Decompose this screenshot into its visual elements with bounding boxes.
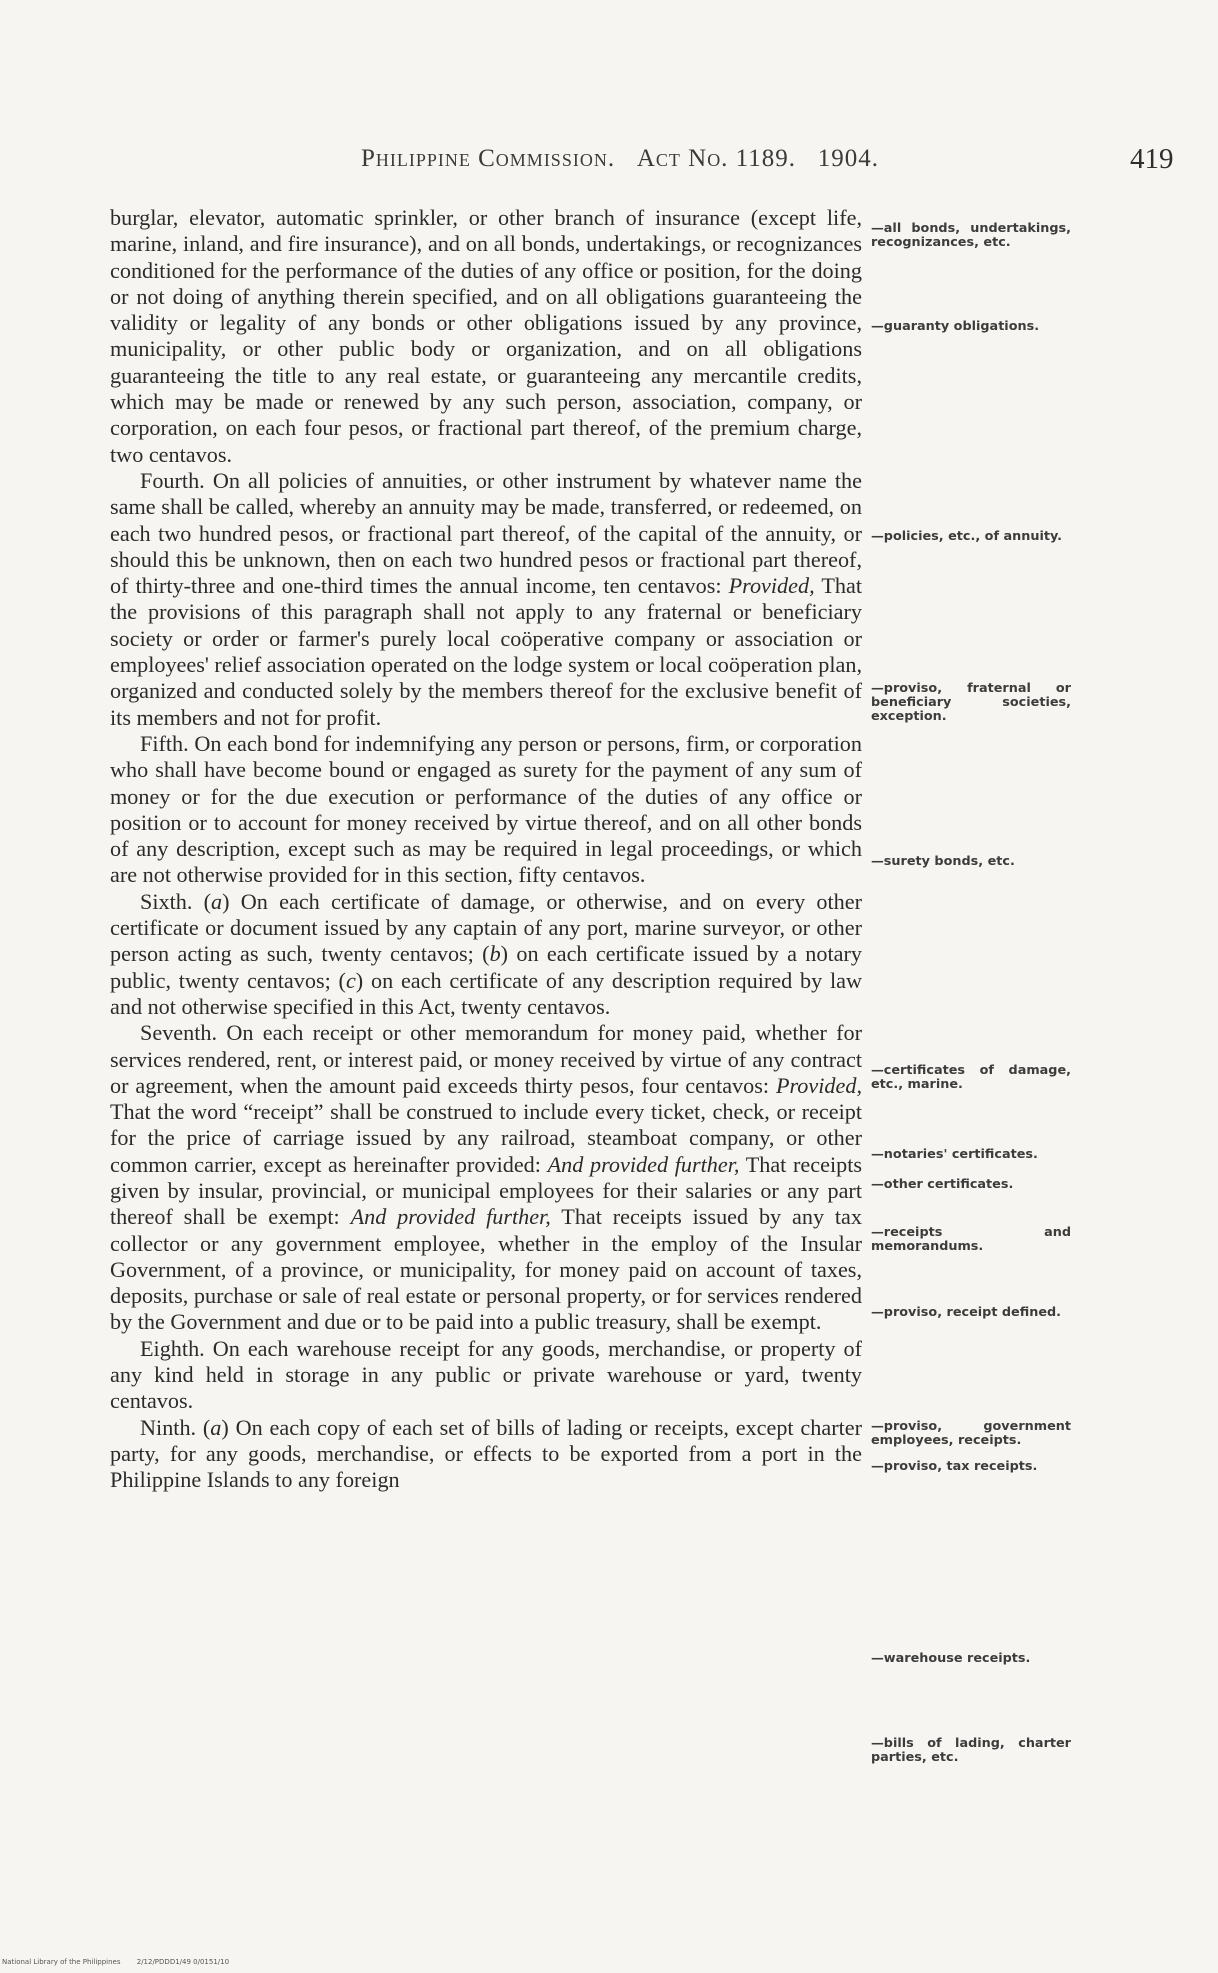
paragraph-text: That the word “receipt” shall be construed to include every ticket, check, or receipt for the price of carriage issued by any railroad, steamboat company, or other common carrier, except as hereinafter provided: xyxy=(110,1099,862,1177)
paragraph-text: Fifth. On each bond for indemnifying any person or persons, firm, or corporation who shall have become bound or engaged as surety for the payment of any sum of money or for the due execution or performance of the duties of any office or position or to account for money received by virtue thereof, and on all other bonds of any description, except such as may be required in legal proceedings, or which are not otherwise provided for in this section, fifty centavos. xyxy=(110,730,862,888)
margin-note-fraternal-proviso: —proviso, fraternal or beneficiary societies, exception. xyxy=(871,681,1071,724)
header-year: 1904. xyxy=(817,145,880,172)
italic-term: a xyxy=(211,888,223,914)
footer-source: National Library of the Philippines xyxy=(2,1958,121,1966)
paragraph-text: ) on each certificate of any description required by law and not otherwise specified in this Act, twenty centavos. xyxy=(110,967,862,1019)
margin-note-surety: —surety bonds, etc. xyxy=(871,854,1015,869)
paragraph-fourth xyxy=(110,468,862,731)
paragraph-text: Ninth. ( xyxy=(140,1414,211,1440)
italic-term: And provided further, xyxy=(547,1151,740,1177)
paragraph-text: burglar, elevator, automatic sprinkler, or other branch of insurance (except life, marine, inland, and fire insurance), and on all bonds, undertakings, or recognizances conditioned for the performance of the duties of any office or position, for the doing or not doing of anything therein specified, and on all obligations guaranteeing the validity or legality of any bonds or other obligations issued by any province, municipality, or other public body or organization, and on all obligations guaranteeing the title to any real estate, or guaranteeing any mercantile credits, which may be made or renewed by any such person, association, company, or corporation, on each four pesos, or fractional part thereof, of the premium charge, two centavos. xyxy=(110,205,862,467)
margin-note-guaranty: —guaranty obligations. xyxy=(871,319,1040,334)
margin-note-government-employees: —proviso, government employees, receipts. xyxy=(871,1419,1071,1448)
paragraph-text: Sixth. ( xyxy=(140,888,212,914)
paragraph-fifth xyxy=(110,731,862,889)
italic-term: a xyxy=(210,1414,222,1440)
margin-note-bonds: —all bonds, undertakings, recognizances, etc. xyxy=(871,221,1071,250)
paragraph-seventh xyxy=(110,1020,862,1336)
margin-note-receipts: —receipts and memorandums. xyxy=(871,1225,1071,1254)
margin-note-warehouse: —warehouse receipts. xyxy=(871,1651,1031,1666)
header-title-act: Act No. 1189. xyxy=(636,145,797,172)
paragraph-text: Fourth. On all policies of annuities, or other instrument by whatever name the same shall be called, whereby an annuity may be made, transferred, or redeemed, on each two hundred pesos, or fractional part thereof, of the capital of the annuity, or should this be unknown, then on each two hundred pesos or fractional part thereof, of thirty-three and one-third times the annual income, ten centavos: xyxy=(110,467,862,599)
paragraph-text: Seventh. On each receipt or other memorandum for money paid, whether for services rendered, rent, or interest paid, or money received by virtue of any contract or agreement, when the amount paid exceeds thirty pesos, four centavos: xyxy=(110,1020,862,1098)
paragraph-ninth xyxy=(110,1415,862,1494)
margin-note-notaries: —notaries' certificates. xyxy=(871,1147,1038,1162)
running-header xyxy=(180,145,1060,173)
paragraph-text: ) On each copy of each set of bills of lading or receipts, except charter party, for any goods, merchandise, or effects to be exported from a port in the Philippine Islands to any foreign xyxy=(110,1414,862,1493)
margin-note-certificates-damage: —certificates of damage, etc., marine. xyxy=(871,1063,1071,1092)
header-title-commission: Philippine Commission. xyxy=(360,145,616,172)
paragraph-eighth xyxy=(110,1336,862,1415)
main-text-column xyxy=(110,205,862,1494)
italic-term: Provided, xyxy=(728,573,815,599)
margin-note-annuity: —policies, etc., of annuity. xyxy=(871,529,1062,544)
footer-code: 2/12/PDDD1/49 0/0151/10 xyxy=(136,1958,230,1966)
paragraph-text: That receipts given by insular, provincial, or municipal employees for their salaries or any part thereof shall be exempt: xyxy=(110,1151,862,1230)
italic-term: b xyxy=(489,941,501,967)
paragraph-sixth xyxy=(110,889,862,1020)
margin-note-receipt-defined: —proviso, receipt defined. xyxy=(871,1305,1062,1320)
paragraph-text: Eighth. On each warehouse receipt for any goods, merchandise, or property of any kind held in storage in any public or private warehouse or yard, twenty centavos. xyxy=(110,1335,862,1414)
italic-term: And provided further, xyxy=(350,1204,551,1230)
paragraph-text: ) On each certificate of damage, or otherwise, and on every other certificate or document issued by any captain of any port, marine surveyor, or other person acting as such, twenty centavos; ( xyxy=(110,888,862,967)
italic-term: c xyxy=(345,967,356,993)
margin-note-bills-of-lading: —bills of lading, charter parties, etc. xyxy=(871,1736,1071,1765)
paragraph-text: That receipts issued by any tax collector or any government employee, whether in the employ of the Insular Government, of a province, or municipality, for money paid on account of taxes, deposits, purchase or sale of real estate or personal property, or for services rendered by the Government and due or to be paid into a public treasury, shall be exempt. xyxy=(110,1204,862,1335)
italic-term: Provided, xyxy=(775,1072,862,1098)
margin-note-other-certificates: —other certificates. xyxy=(871,1177,1014,1192)
paragraph-text: That the provisions of this paragraph shall not apply to any fraternal or beneficiary society or order or farmer's purely local coöperative company or association or employees' relief association operated on the lodge system or local coöperation plan, organized and conducted solely by the members thereof for the exclusive benefit of its members and not for profit. xyxy=(110,573,862,730)
page-number: 419 xyxy=(1130,143,1174,175)
paragraph-text: ) on each certificate issued by a notary public, twenty centavos; ( xyxy=(110,941,862,993)
paragraph-insurance-continued xyxy=(110,205,862,468)
scan-footer xyxy=(2,1958,229,1966)
margin-note-tax-receipts: —proviso, tax receipts. xyxy=(871,1459,1038,1474)
